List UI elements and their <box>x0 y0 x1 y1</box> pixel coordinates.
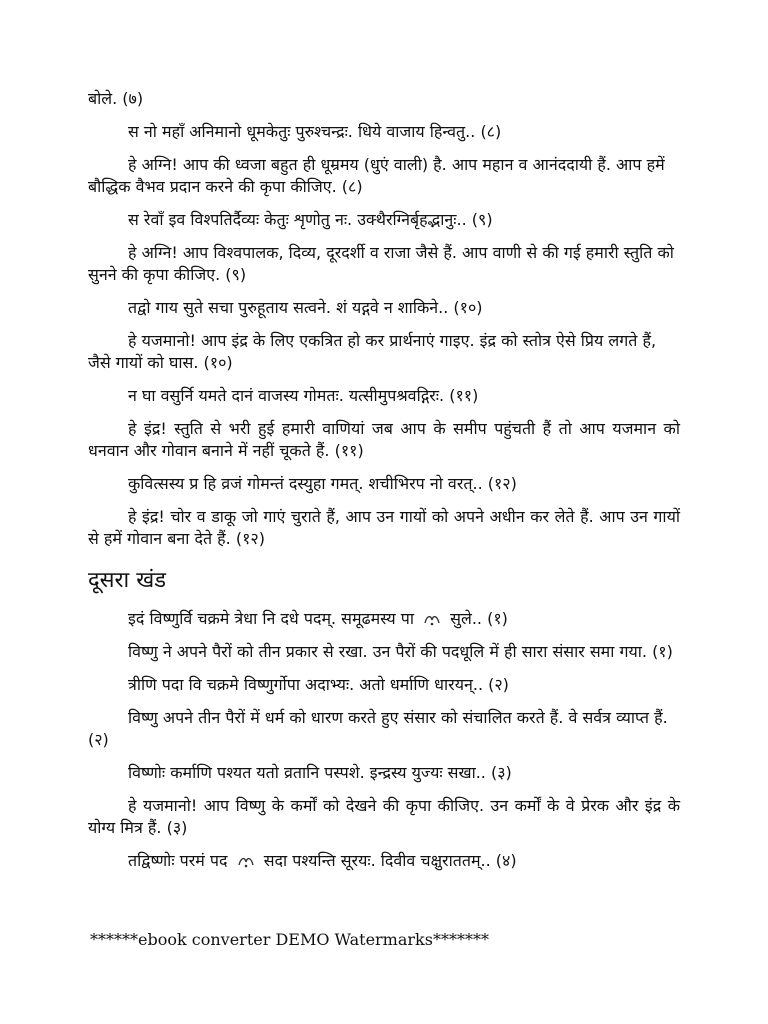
verse-text: इदं विष्णुर्वि चक्रमे त्रेधा नि दधे पदम्. समूढमस्य पा <box>128 609 414 628</box>
hindi-translation: विष्णु ने अपने पैरों को तीन प्रकार से रखा. उन पैरों की पदधूलि में ही सारा संसार समा गया. (१) <box>128 642 673 661</box>
hindi-translation: हे अग्नि! आप की ध्वजा बहुत ही धूम्रमय (धुएं वाली) है. आप महान व आनंददायी हैं. आप हमें बौद्धिक वैभव प्रदान करने की कृपा कीजिए. (८) <box>88 155 665 196</box>
hindi-translation: हे अग्नि! आप विश्वपालक, दिव्य, दूरदर्शी व राजा जैसे हैं. आप वाणी से की गई हमारी स्तुति को सुनने की कृपा कीजिए. (९) <box>88 243 674 284</box>
section-heading: दूसरा खंड <box>88 568 167 593</box>
sanskrit-verse <box>88 850 680 872</box>
ornament-glyph-icon <box>423 611 441 627</box>
text-line: बोले. (७) <box>88 89 144 108</box>
sanskrit-verse: त्रीणि पदा वि चक्रमे विष्णुर्गोपा अदाभ्यः. अतो धर्माणि धारयन्.. (२) <box>128 675 509 694</box>
verse-text: सदा पश्यन्ति सूरयः. दिवीव चक्षुराततम्.. (४) <box>263 851 517 870</box>
hindi-translation: विष्णु अपने तीन पैरों में धर्म को धारण करते हुए संसार को संचालित करते हैं. वे सर्वत्र व्याप्त हैं. (२) <box>88 708 668 749</box>
sanskrit-verse: विष्णोः कर्माणि पश्यत यतो व्रतानि पस्पशे. इन्द्रस्य युज्यः सखा.. (३) <box>128 763 512 782</box>
hindi-translation: हे यजमानो! आप इंद्र के लिए एकत्रित हो कर प्रार्थनाएं गाइए. इंद्र को स्तोत्र ऐसे प्रिय लगते हैं, जैसे गायों को घास. (१०) <box>88 331 657 372</box>
watermark-text: ******ebook converter DEMO Watermarks******* <box>90 930 489 949</box>
ornament-glyph-icon <box>237 853 255 869</box>
sanskrit-verse: न घा वसुर्नि यमते दानं वाजस्य गोमतः. यत्सीमुपश्रवद्गिरः. (११) <box>128 386 479 405</box>
sanskrit-verse: स रेवाँ इव विश्पतिर्दैव्यः केतुः शृणोतु नः. उक्थैरग्निर्बृहद्भानुः.. (९) <box>128 210 493 229</box>
sanskrit-verse: स नो महाँ अनिमानो धूमकेतुः पुरुश्चन्द्रः. धिये वाजाय हिन्वतु.. (८) <box>128 122 502 141</box>
verse-text: तद्विष्णोः परमं पद <box>128 851 228 870</box>
hindi-translation: हे यजमानो! आप विष्णु के कर्मों को देखने की कृपा कीजिए. उन कर्मों के वे प्रेरक और इंद्र के योग्य मित्र हैं. (३) <box>88 796 680 837</box>
sanskrit-verse <box>88 608 680 630</box>
sanskrit-verse: कुवित्सस्य प्र हि व्रजं गोमन्तं दस्युहा गमत्. शचीभिरप नो वरत्.. (१२) <box>128 474 517 493</box>
hindi-translation: हे इंद्र! स्तुति से भरी हुई हमारी वाणियां जब आप के समीप पहुंचती हैं तो आप यजमान को धनवान और गोवान बनाने में नहीं चूकते हैं. (११) <box>88 419 680 460</box>
verse-text: सुले.. (१) <box>450 609 508 628</box>
sanskrit-verse: तद्वो गाय सुते सचा पुरुहूताय सत्वने. शं यद्गवे न शाकिने.. (१०) <box>128 298 483 317</box>
page-content <box>88 88 680 883</box>
hindi-translation: हे इंद्र! चोर व डाकू जो गाएं चुराते हैं, आप उन गायों को अपने अधीन कर लेते हैं. आप उन गायों से हमें गोवान बना देते हैं. (१२) <box>88 507 680 548</box>
